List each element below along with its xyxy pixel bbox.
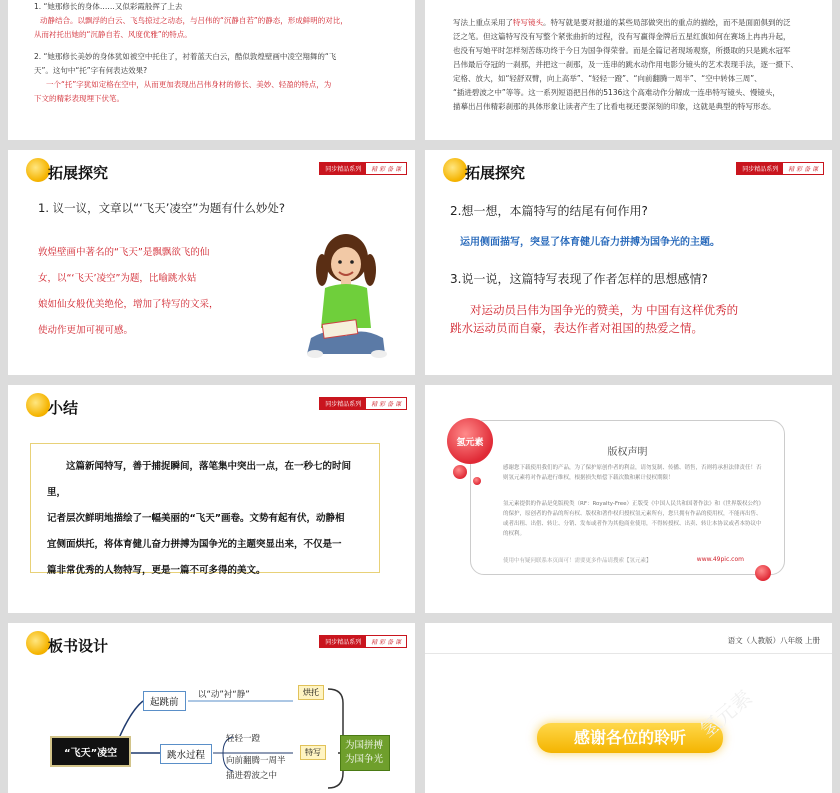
slide-4-a3-line2: 跳水运动员而自豪，表达作者对祖国的热爱之情。 xyxy=(450,321,703,335)
logo-circle-icon xyxy=(447,418,493,464)
s1-line-2: 从而衬托出她的“沉静自若、风度优雅”的特点。 xyxy=(34,30,192,39)
yellow-ball-icon xyxy=(26,158,50,182)
s3-answer-1: 女，以“‘飞天’凌空”为题，比喻跳水姑 xyxy=(38,273,197,284)
s3-answer-2: 娘如仙女般优美绝伦，增加了特写的文采， xyxy=(38,299,219,310)
summary-line-1: 记者层次鲜明地描绘了一幅美丽的“飞天”画卷。文势有起有伏，动静相 xyxy=(47,513,345,524)
series-tag-label: 同步精品系列 xyxy=(320,163,366,174)
summary-box xyxy=(30,443,380,576)
slide-3-question: 1. 议一议，文章以“‘飞天’凌空”为题有什么妙处? xyxy=(38,201,285,215)
mindmap-tag-texie: 特写 xyxy=(300,745,326,760)
slide-3[interactable] xyxy=(8,150,415,375)
s3-answer-0: 敦煌壁画中著名的“飞天”是飘飘欲飞的仙 xyxy=(38,247,210,258)
mindmap-theme: 为国拼搏为国争光 xyxy=(340,735,390,771)
slide-5-heading: 小结 xyxy=(48,399,79,417)
slide-6[interactable] xyxy=(425,385,832,613)
s2-line-3: 吕伟最后夺冠的一刹那，并把这一刹那，及一连串的跳水动作用电影分镜头的艺术表现手法，逐一摄下、 xyxy=(453,60,798,69)
s1-line-1: 动静结合。以飘浮的白云、飞鸟掠过之动态，与吕伟的“沉静自若”的静态，形成鲜明的对比， xyxy=(40,16,348,25)
series-tag-sub: 精 彩 备 课 xyxy=(788,166,818,173)
slide-7[interactable] xyxy=(8,623,415,793)
series-tag-sub: 精 彩 备 课 xyxy=(371,401,401,408)
mindmap-contrast-label: 以“动”衬“静” xyxy=(198,690,250,700)
s2-line-1: 泛之笔。但这篇特写没有写整个紧张曲折的过程，没有写赢得金牌后五星红旗如何在赛场上冉冉升起， xyxy=(453,32,791,41)
slide-5[interactable] xyxy=(8,385,415,613)
series-tag-label: 同步精品系列 xyxy=(320,636,366,647)
copyright-title: 版权声明 xyxy=(607,447,648,458)
s1-line-0: 1. “她那修长的身体……又似彩霞般挥了上去 xyxy=(34,2,183,11)
girl-reading-illustration xyxy=(301,228,391,363)
copyright-card xyxy=(470,420,785,575)
series-tag-sub: 精 彩 备 课 xyxy=(371,166,401,173)
series-tag-label: 同步精品系列 xyxy=(320,398,366,409)
red-dot-icon xyxy=(473,477,481,485)
slide-4-q2: 2.想一想，本篇特写的结尾有何作用? xyxy=(450,204,648,218)
copyright-footer-link[interactable]: www.49pic.com xyxy=(696,556,744,563)
series-tag xyxy=(736,162,824,175)
watermark: 氢元素 xyxy=(695,685,757,743)
slide-4-a3-line1: 对运动员吕伟为国争光的赞美，为 中国有这样优秀的 xyxy=(470,303,739,317)
copyright-footer-left: 使用中有疑问联系本页面可！需要更多作品请搜索【氢元素】 xyxy=(503,558,652,564)
slide-1-text xyxy=(34,0,404,106)
slide-4[interactable] xyxy=(425,150,832,375)
summary-line-0: 这篇新闻特写，善于捕捉瞬间，落笔集中突出一点，在一秒七的时间里， xyxy=(47,461,352,498)
s2-line-6: 描摹出吕伟精彩刹那的具体形象让读者产生了比看电视还要深刻的印象，这就是典型的特写形态。 xyxy=(453,102,776,111)
mindmap-step-3: 插进碧波之中 xyxy=(226,771,278,781)
slide-4-q3: 3.说一说，这篇特写表现了作者怎样的思想感情? xyxy=(450,272,708,286)
yellow-ball-icon xyxy=(443,158,467,182)
slide-8-divider xyxy=(425,653,832,654)
red-dot-icon xyxy=(755,565,771,581)
s2-line-0: 写法上重点采用了特写镜头。特写就是要对报道的某些局部做突出的重点的描绘，而不是面面俱到的泛 xyxy=(453,18,791,27)
slide-8[interactable] xyxy=(425,623,832,793)
mindmap-node-dive-process: 跳水过程 xyxy=(160,744,212,764)
series-tag xyxy=(319,397,407,410)
s2-line-2: 也没有写她平时怎样刻苦练功终于今日为国争得荣誉。而是全篇记者现场观察，所摄取的只是跳水冠军 xyxy=(453,46,791,55)
s1-line-4: 天”。这句中“托”字有何表达效果? xyxy=(34,66,148,75)
slide-2-text xyxy=(453,16,818,114)
slide-2[interactable] xyxy=(425,0,832,140)
series-tag-sub: 精 彩 备 课 xyxy=(371,639,401,646)
summary-line-3: 篇非常优秀的人物特写，更是一篇不可多得的美文。 xyxy=(47,565,266,576)
mindmap-node-before-jump: 起跳前 xyxy=(143,691,186,711)
slide-8-header: 语文（人教版）八年级 上册 xyxy=(727,636,820,645)
s3-answer-3: 使动作更加可视可感。 xyxy=(38,325,134,336)
copyright-p2: 氢元素提供的作品是免版税类（RF：Royalty-Free）正版受《中国人民共和国著作法》和《世界版权公约》的保护，原创者的作品的所有权、版权和著作权归授权氢元素所有，您只拥有作品的使用权，不能再出售、或者出租、出借、转让、分销、发布或者作为其他商业使用，不得转授权、出卖、转让本协议或者本协议中的权利。 xyxy=(503,501,762,537)
mindmap-tag-hongtuo: 烘托 xyxy=(298,685,324,700)
slide-3-heading: 拓展探究 xyxy=(48,164,109,182)
slide-1[interactable] xyxy=(8,0,415,140)
slide-4-heading: 拓展探究 xyxy=(465,164,526,182)
thanks-banner: 感谢各位的聆听 xyxy=(537,723,723,753)
yellow-ball-icon xyxy=(26,393,50,417)
logo-text: 氢元素 xyxy=(456,437,484,448)
s2-line-4: 定格、放大，如“轻舒双臂，向上高举”、“轻轻一蹬”、“向前翻腾一周半”、“空中转体三周”、 xyxy=(453,74,762,83)
s1-line-3: 2. “她那修长美妙的身体犹如被空中托住了，衬着蓝天白云，酷似敦煌壁画中凌空翔舞的“飞 xyxy=(34,52,337,61)
slide-4-a2: 运用侧面描写，突显了体育健儿奋力拼搏为国争光的主题。 xyxy=(460,237,720,248)
slide-3-answer xyxy=(38,240,298,344)
mindmap-step-1: 轻轻一蹬 xyxy=(226,734,261,744)
s2-line-5: “插进碧波之中”等等。这一系列短语把吕伟的5136这个高难动作分解成一连串特写镜头、慢镜头， xyxy=(453,88,780,97)
summary-line-2: 宜侧面烘托，将体育健儿奋力拼搏为国争光的主题突显出来，不仅是一 xyxy=(47,539,342,550)
mindmap-center: “飞天”凌空 xyxy=(50,736,131,767)
series-tag xyxy=(319,162,407,175)
slide-7-heading: 板书设计 xyxy=(48,637,109,655)
red-dot-icon xyxy=(453,465,467,479)
s2-highlight: 特写镜头 xyxy=(513,18,543,27)
s1-line-6: 下文的精彩表现埋下伏笔。 xyxy=(34,94,124,103)
mindmap-step-2: 向前翻腾一周半 xyxy=(226,756,286,766)
copyright-p1: 感谢您下载使用我们的产品，为了保护原创作者的利益，请勿复制、传播、销售，否则将承担法律责任！否则氢元素将对作品进行维权，根据损失赔偿下载次数和累计侵权期限！ xyxy=(503,465,762,481)
s1-line-5: 一个“托”字犹如定格在空中，从而更加表现出吕伟身材的修长、美妙、轻盈的特点，为 xyxy=(46,80,332,89)
series-tag-label: 同步精品系列 xyxy=(737,163,783,174)
